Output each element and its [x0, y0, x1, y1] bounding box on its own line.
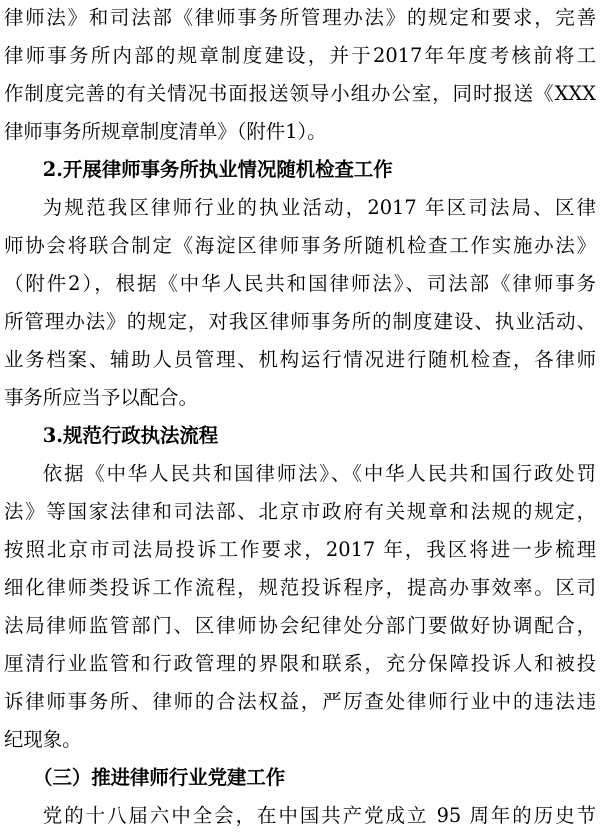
- paragraph-line: 事务所应当予以配合。: [4, 386, 198, 409]
- paragraph-line: 律师事务所规章制度清单》（附件1）。: [4, 120, 327, 143]
- paragraph-line: 细化律师类投诉工作流程，规范投诉程序，提高办事效率。区司: [4, 576, 596, 599]
- section-heading: 3.规范行政执法流程: [42, 424, 219, 447]
- paragraph-line: 依据《中华人民共和国律师法》、《中华人民共和国行政处罚: [42, 462, 596, 485]
- paragraph-line: 法局律师监管部门、区律师协会纪律处分部门要做好协调配合，: [4, 614, 596, 637]
- paragraph-line: 律师事务所内部的规章制度建设，并于2017年年度考核前将工: [4, 44, 596, 67]
- paragraph-line: 作制度完善的有关情况书面报送领导小组办公室，同时报送《XXX: [4, 82, 596, 105]
- paragraph-line: 所管理办法》的规定，对我区律师事务所的制度建设、执业活动、: [4, 310, 596, 333]
- paragraph-line: 法》等国家法律和司法部、北京市政府有关规章和法规的规定，: [4, 500, 596, 523]
- section-heading: 2.开展律师事务所执业情况随机检查工作: [42, 158, 393, 181]
- paragraph-line: 诉律师事务所、律师的合法权益，严厉查处律师行业中的违法违: [4, 690, 596, 713]
- paragraph-line: 纪现象。: [4, 728, 82, 751]
- paragraph-line: 律师法》和司法部《律师事务所管理办法》的规定和要求，完善: [4, 6, 596, 29]
- section-heading: （三）推进律师行业党建工作: [33, 766, 286, 789]
- paragraph-line: （附件2），根据《中华人民共和国律师法》、司法部《律师事务: [4, 272, 596, 295]
- paragraph-line: 师协会将联合制定《海淀区律师事务所随机检查工作实施办法》: [4, 234, 596, 257]
- paragraph-line: 厘清行业监管和行政管理的界限和联系，充分保障投诉人和被投: [4, 652, 596, 675]
- paragraph-line: 党的十八届六中全会，在中国共产党成立 95 周年的历史节: [42, 804, 596, 827]
- paragraph-line: 业务档案、辅助人员管理、机构运行情况进行随机检查，各律师: [4, 348, 596, 371]
- paragraph-line: 按照北京市司法局投诉工作要求，2017 年，我区将进一步梳理: [4, 538, 596, 561]
- paragraph-line: 为规范我区律师行业的执业活动，2017 年区司法局、区律: [42, 196, 596, 219]
